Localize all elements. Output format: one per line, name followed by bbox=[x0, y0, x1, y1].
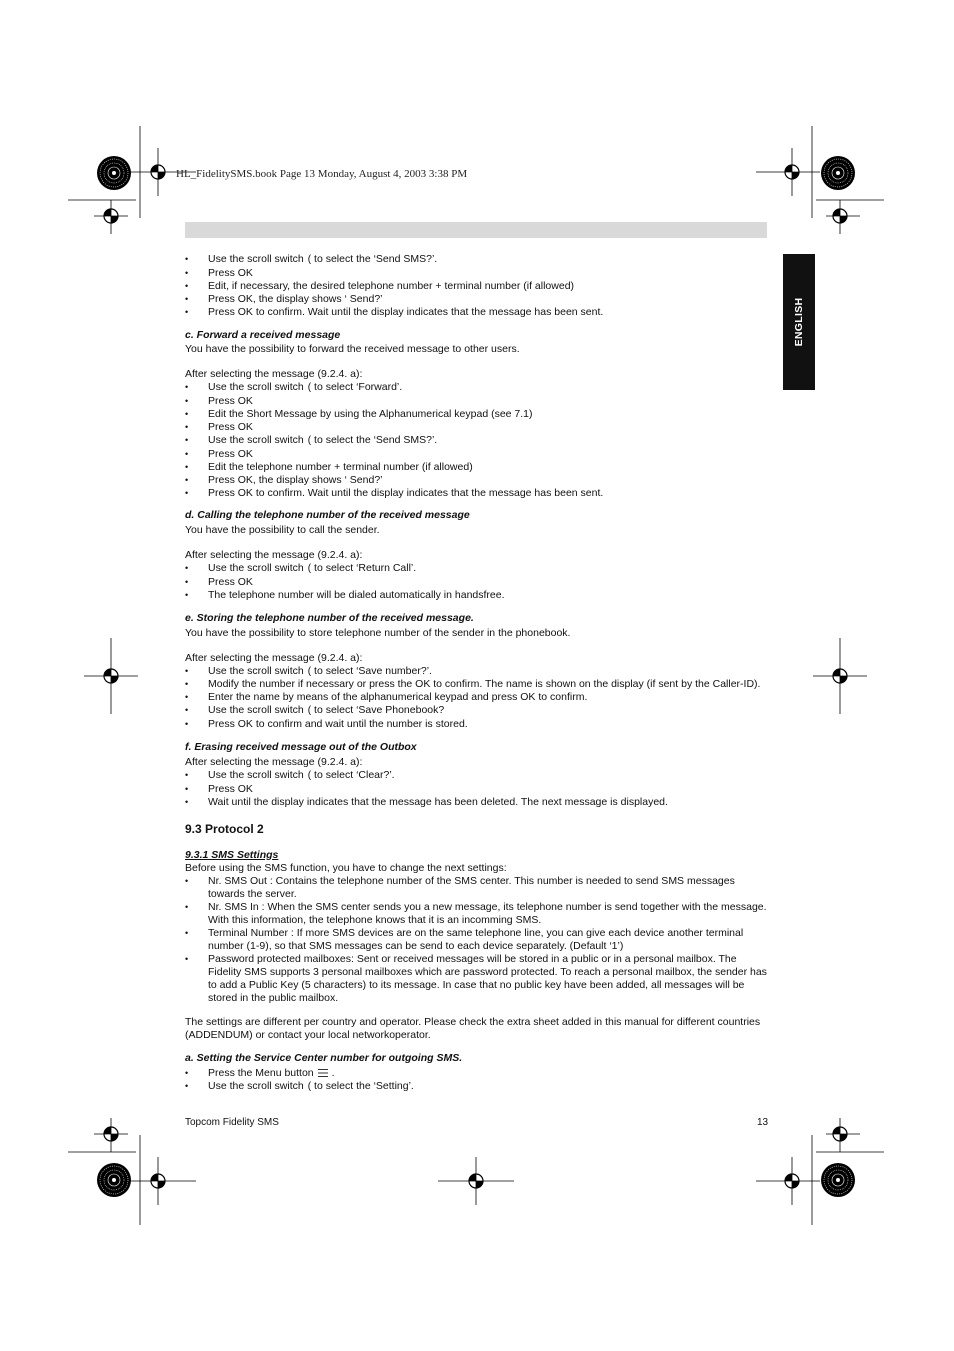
list-item-text: Press OK, the display shows ‘ Send?’ bbox=[208, 292, 383, 305]
protocol-heading: 9.3 Protocol 2 bbox=[185, 821, 264, 836]
list-item-text: to select the ‘Send SMS?’. bbox=[314, 253, 438, 265]
list-item-text: Use the scroll switch bbox=[208, 704, 304, 717]
page-number: 13 bbox=[757, 1117, 769, 1128]
list-item bbox=[185, 769, 767, 783]
list-item-text: Edit, if necessary, the desired telephone number + terminal number (if allowed) bbox=[208, 279, 575, 292]
list-item-text: Press the Menu button bbox=[208, 1067, 314, 1080]
header-bar bbox=[185, 222, 767, 238]
after-selecting-text: After selecting the message (9.2.4. a): bbox=[185, 549, 363, 562]
settings-note: The settings are different per country and operator. Please check the extra sheet added in this manual for different countries (ADDENDUM) or contact your local networkoperator. bbox=[185, 1016, 761, 1042]
list-item-text: Press OK to confirm. Wait until the display indicates that the message has been sent. bbox=[208, 305, 604, 318]
scroll-switch-icon: ( bbox=[307, 563, 312, 575]
list-item bbox=[185, 434, 767, 448]
list-item bbox=[185, 293, 767, 306]
list-item bbox=[185, 1080, 767, 1094]
scroll-switch-icon: ( bbox=[307, 434, 312, 446]
section-heading-erase: f. Erasing received message out of the Outbox bbox=[185, 741, 417, 754]
call-steps-list bbox=[185, 562, 767, 602]
scroll-switch-icon: ( bbox=[307, 705, 312, 717]
sms-settings-subheading: 9.3.1 SMS Settings bbox=[185, 848, 279, 861]
list-item-text: Use the scroll switch bbox=[208, 433, 304, 446]
list-item-text: Use the scroll switch bbox=[208, 768, 304, 781]
list-item bbox=[185, 953, 767, 1005]
list-item-text: Terminal Number : If more SMS devices are on the same telephone line, you can give each device another terminal number (1-9), so that SMS messages can be send to each device separately. (Default ‘1’) bbox=[208, 926, 744, 952]
list-item bbox=[185, 704, 767, 718]
after-selecting-text: After selecting the message (9.2.4. a): bbox=[185, 651, 363, 664]
scroll-switch-icon: ( bbox=[307, 769, 312, 781]
list-item-text: Modify the number if necessary or press the OK to confirm. The name is shown on the display (if sent by the Caller-ID). bbox=[208, 678, 761, 691]
list-item-text: Use the scroll switch bbox=[208, 253, 304, 265]
list-item-text: to select ‘Forward’. bbox=[314, 381, 403, 394]
list-item bbox=[185, 1067, 767, 1080]
list-item bbox=[185, 901, 767, 927]
list-item-text: to select ‘Save number?’. bbox=[314, 664, 432, 677]
section-text-store: You have the possibility to store telephone number of the sender in the phonebook. bbox=[185, 626, 571, 639]
list-item-text: Enter the name by means of the alphanumerical keypad and press OK to confirm. bbox=[208, 691, 588, 704]
page-content bbox=[185, 253, 767, 1094]
list-item bbox=[185, 306, 767, 319]
section-text-call: You have the possibility to call the sender. bbox=[185, 524, 380, 537]
intro-bullet-list bbox=[185, 253, 767, 319]
list-item bbox=[185, 421, 767, 434]
list-item-text: to select ‘Clear?’. bbox=[314, 768, 395, 781]
forward-send-steps-list bbox=[185, 434, 767, 500]
sms-settings-intro: Before using the SMS function, you have to change the next settings: bbox=[185, 862, 507, 875]
list-item bbox=[185, 461, 767, 474]
list-item bbox=[185, 875, 767, 901]
list-item bbox=[185, 691, 767, 704]
list-item-text: Press OK, the display shows ‘ Send?’ bbox=[208, 473, 383, 486]
after-selecting-text: After selecting the message (9.2.4. a): bbox=[185, 368, 363, 381]
list-item-text: Edit the telephone number + terminal number (if allowed) bbox=[208, 460, 473, 473]
erase-steps-list bbox=[185, 769, 767, 809]
language-tab-label: ENGLISH bbox=[793, 297, 805, 347]
list-item bbox=[185, 576, 767, 589]
list-item bbox=[185, 589, 767, 602]
list-item bbox=[185, 381, 767, 395]
after-selecting-text: After selecting the message (9.2.4. a): bbox=[185, 756, 363, 768]
list-item bbox=[185, 267, 767, 280]
list-item-text: Press OK bbox=[208, 576, 253, 589]
menu-button-icon bbox=[318, 1069, 328, 1077]
list-item-text: Edit the Short Message by using the Alphanumerical keypad (see 7.1) bbox=[208, 408, 533, 421]
footer-product-name: Topcom Fidelity SMS bbox=[185, 1117, 279, 1128]
list-item-text: Press OK bbox=[208, 395, 253, 408]
language-tab bbox=[783, 254, 815, 390]
list-item bbox=[185, 487, 767, 500]
list-item-text: . bbox=[331, 1067, 335, 1080]
list-item-text: Password protected mailboxes: Sent or received messages will be stored in a public or in a personal mailbox. The Fidelity SMS supports 3 personal mailboxes which are password protected. To reach a personal mailbox, the sender has to add a Public Key (5 characters) to its message. In case that no public key have been added, all messages will be stored in the public mailbox. bbox=[208, 952, 767, 1004]
list-item bbox=[185, 474, 767, 487]
store-steps-list bbox=[185, 665, 767, 705]
list-item-text: Press OK to confirm. Wait until the display indicates that the message has been sent. bbox=[208, 486, 604, 499]
list-item-text: Nr. SMS In : When the SMS center sends you a new message, its telephone number is send together with the message. With this information, the telephone knows that it is an incomming SMS. bbox=[208, 901, 767, 927]
list-item-text: Use the scroll switch bbox=[208, 381, 304, 394]
scroll-switch-icon: ( bbox=[307, 665, 312, 677]
list-item bbox=[185, 253, 767, 267]
list-item bbox=[185, 280, 767, 293]
section-heading-forward: c. Forward a received message bbox=[185, 328, 341, 341]
list-item-text: to select ‘Save Phonebook? bbox=[314, 704, 445, 717]
list-item-text: Nr. SMS Out : Contains the telephone number of the SMS center. This number is needed to send SMS messages towards the server. bbox=[208, 875, 735, 901]
forward-steps-list bbox=[185, 381, 767, 434]
list-item-text: Press OK bbox=[208, 782, 253, 795]
section-text-forward: You have the possibility to forward the received message to other users. bbox=[185, 343, 520, 356]
list-item bbox=[185, 796, 767, 809]
scroll-switch-icon: ( bbox=[307, 254, 312, 265]
list-item bbox=[185, 562, 767, 576]
section-heading-store: e. Storing the telephone number of the received message. bbox=[185, 611, 474, 624]
list-item bbox=[185, 395, 767, 408]
list-item bbox=[185, 448, 767, 461]
list-item-text: Press OK bbox=[208, 266, 253, 279]
list-item bbox=[185, 718, 767, 731]
list-item-text: to select ‘Return Call’. bbox=[314, 562, 417, 575]
scroll-switch-icon: ( bbox=[307, 382, 312, 394]
scroll-switch-icon: ( bbox=[307, 1081, 312, 1093]
list-item-text: Use the scroll switch bbox=[208, 664, 304, 677]
service-center-heading: a. Setting the Service Center number for outgoing SMS. bbox=[185, 1052, 463, 1065]
list-item-text: Wait until the display indicates that the message has been deleted. The next message is displayed. bbox=[208, 795, 668, 808]
list-item-text: to select the ‘Setting’. bbox=[314, 1080, 414, 1093]
list-item bbox=[185, 927, 767, 953]
list-item-text: Press OK bbox=[208, 447, 253, 460]
list-item bbox=[185, 408, 767, 421]
store-phonebook-steps-list bbox=[185, 704, 767, 731]
list-item-text: Press OK to confirm and wait until the number is stored. bbox=[208, 718, 468, 731]
print-header: HL_FidelitySMS.book Page 13 Monday, August 4, 2003 3:38 PM bbox=[176, 168, 468, 180]
list-item-text: Use the scroll switch bbox=[208, 1080, 304, 1093]
list-item bbox=[185, 678, 767, 691]
list-item-text: to select the ‘Send SMS?’. bbox=[314, 433, 438, 446]
sms-settings-list bbox=[185, 875, 767, 1004]
list-item bbox=[185, 665, 767, 679]
list-item bbox=[185, 783, 767, 796]
list-item-text: Use the scroll switch bbox=[208, 562, 304, 575]
service-center-steps-list bbox=[185, 1067, 767, 1094]
section-heading-call: d. Calling the telephone number of the received message bbox=[185, 509, 470, 522]
list-item-text: Press OK bbox=[208, 420, 253, 433]
list-item-text: The telephone number will be dialed automatically in handsfree. bbox=[208, 588, 505, 601]
